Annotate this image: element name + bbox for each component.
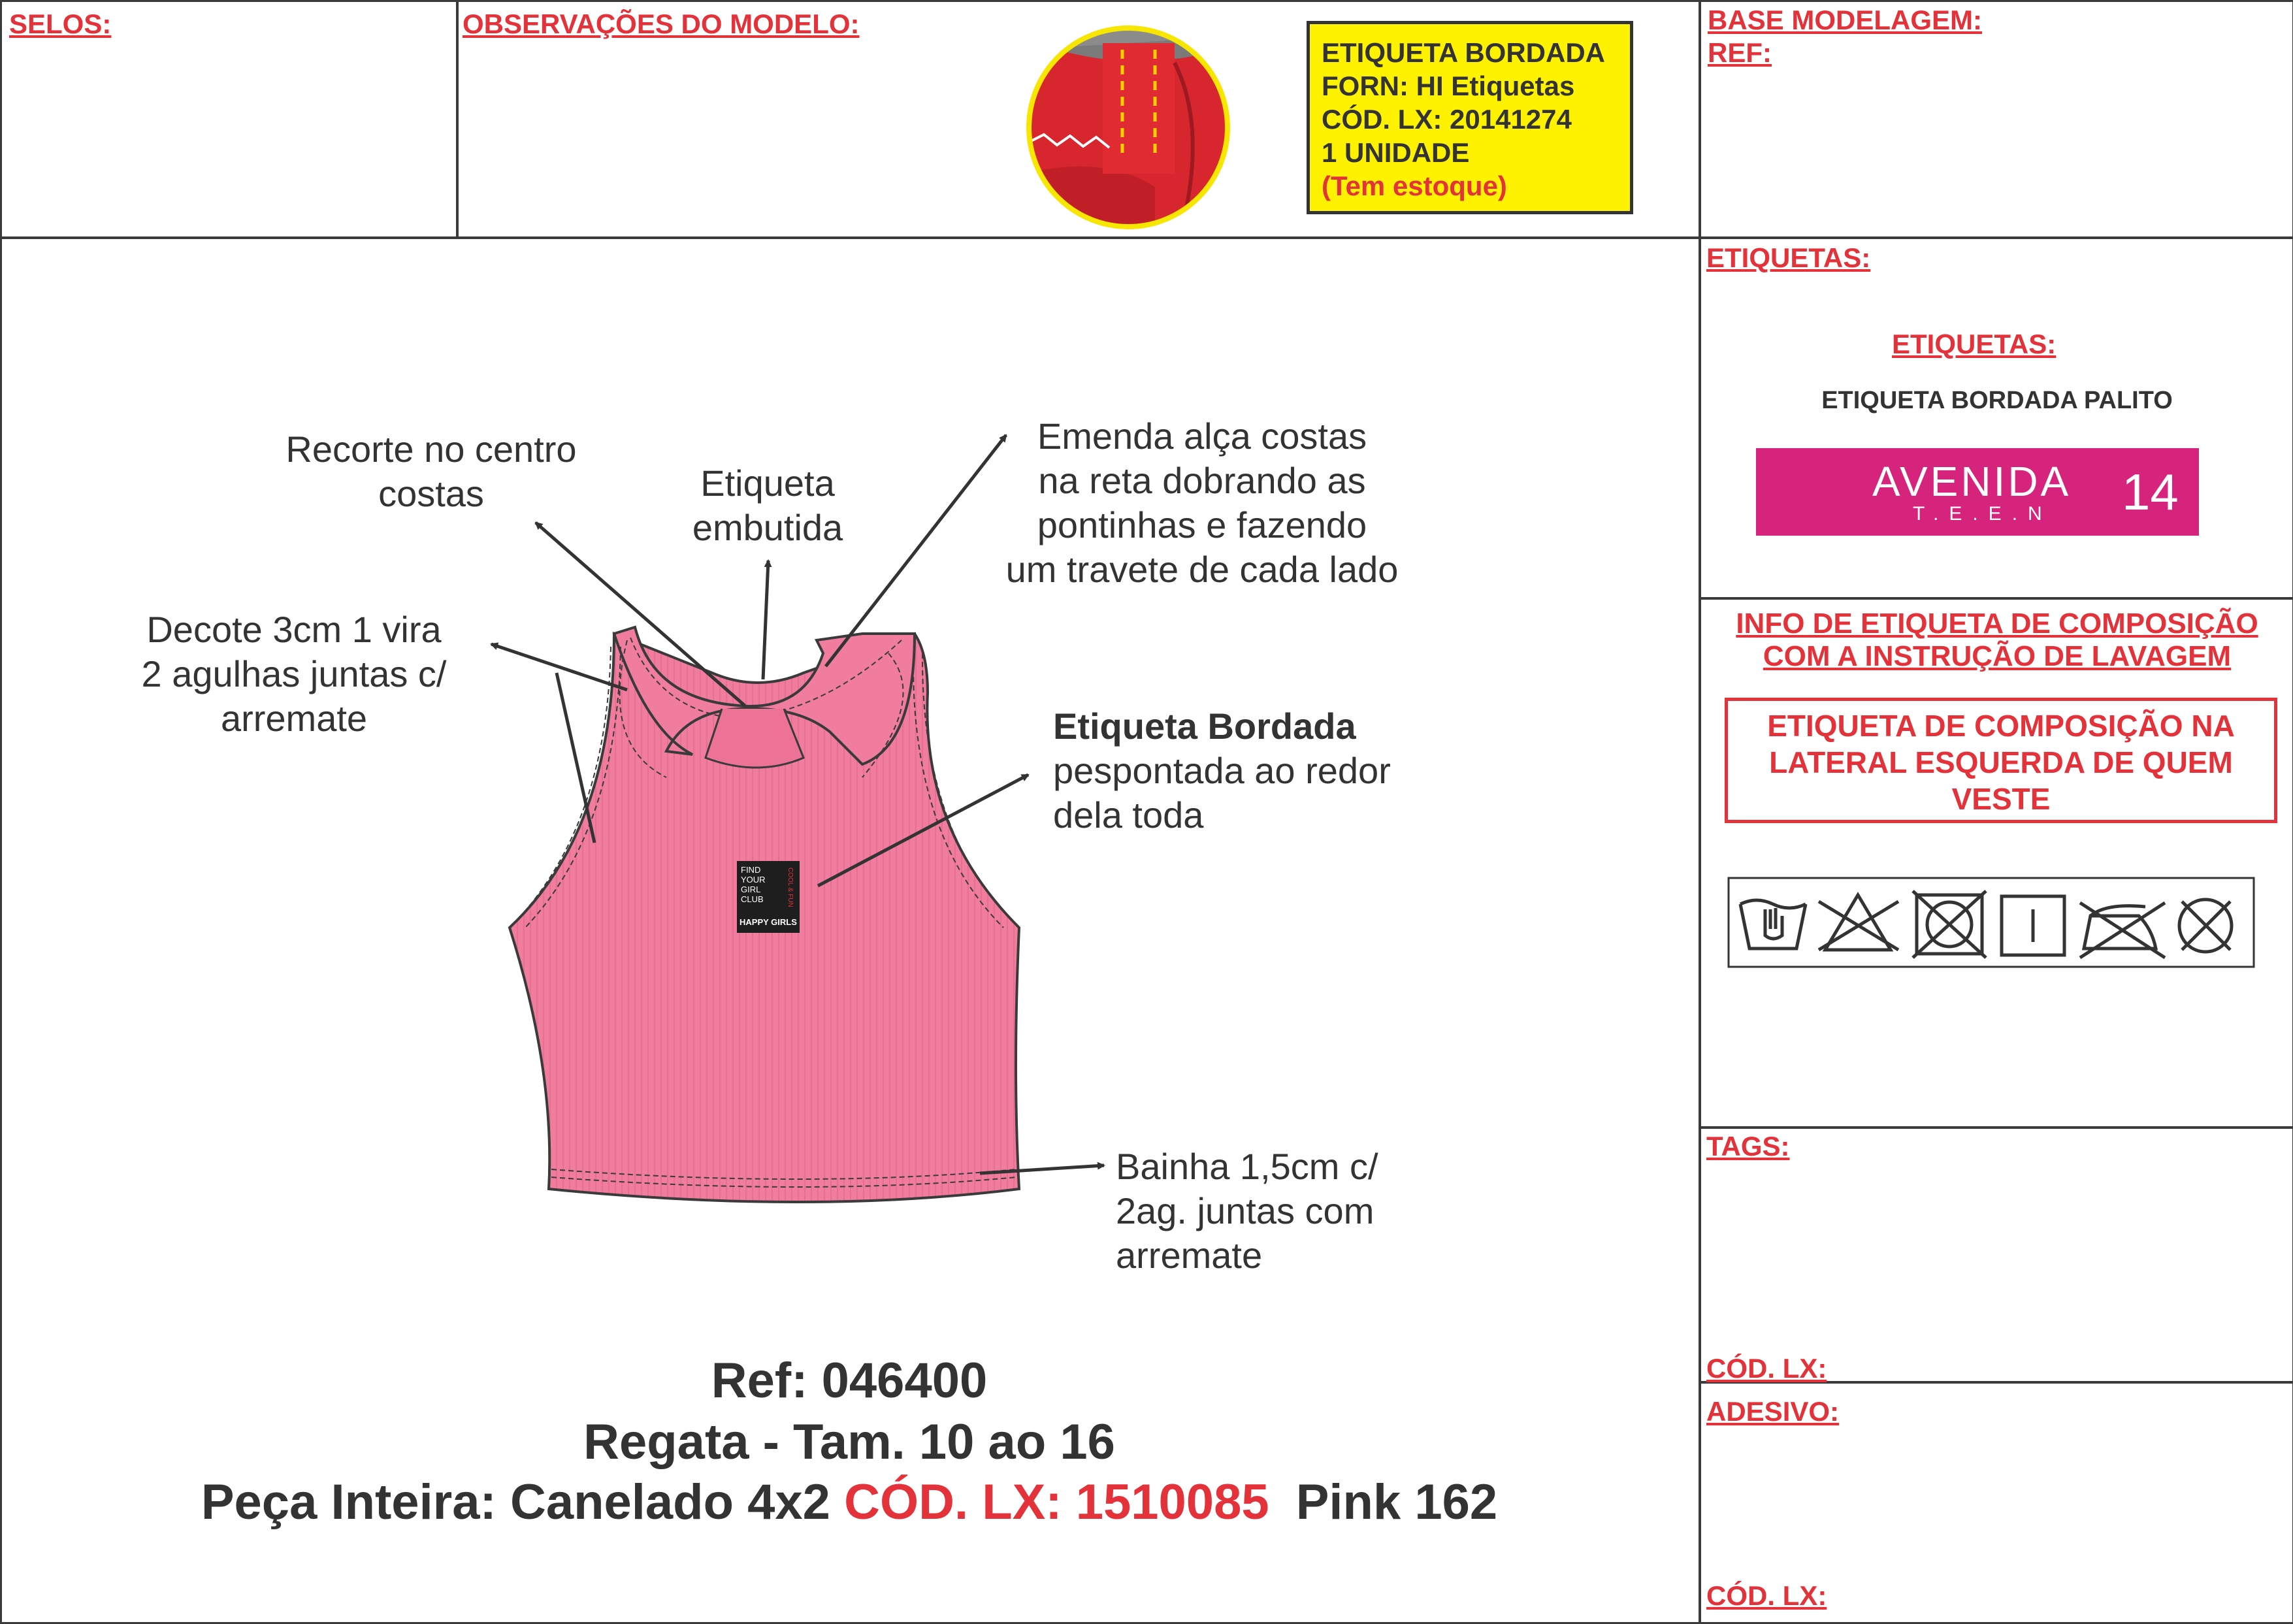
selos-header: SELOS: xyxy=(9,8,112,39)
label-line: 1 UNIDADE xyxy=(1322,137,1470,168)
divider xyxy=(1699,1126,2293,1129)
annotation-etiqueta-bordada xyxy=(1053,704,1510,837)
patch-side-text: COOL & FUN xyxy=(787,868,794,907)
brand-name: AVENIDA xyxy=(1872,458,2072,505)
product-fabric-line xyxy=(0,1474,1699,1531)
patch-bottom-text: HAPPY GIRLS xyxy=(740,917,797,927)
annotation-line: um travete de cada lado xyxy=(1005,549,1399,590)
etiquetas-subheader: ETIQUETAS: xyxy=(1892,329,2057,359)
label-stock-note: (Tem estoque) xyxy=(1322,171,1507,201)
annotation-line: Decote 3cm 1 vira xyxy=(146,609,442,650)
annotation-title: Etiqueta Bordada xyxy=(1053,706,1356,747)
annotation-line: Bainha 1,5cm c/ xyxy=(1116,1146,1378,1187)
annotation-line: Etiqueta xyxy=(700,463,835,504)
annotation-line: Recorte no centro xyxy=(285,429,577,470)
product-ref: Ref: 046400 xyxy=(711,1353,988,1408)
patch-text: YOUR xyxy=(741,875,766,885)
annotation-line: na reta dobrando as xyxy=(1038,460,1366,501)
annotation-emenda xyxy=(973,414,1431,592)
annotation-recorte xyxy=(248,427,614,516)
ref-header: REF: xyxy=(1708,37,1772,68)
brand-size: 14 xyxy=(2122,463,2179,521)
annotation-line: 2ag. juntas com xyxy=(1116,1190,1374,1231)
comp-line: LATERAL ESQUERDA DE QUEM xyxy=(1769,745,2233,779)
info-line: INFO DE ETIQUETA DE COMPOSIÇÃO xyxy=(1736,608,2258,640)
tags-header: TAGS: xyxy=(1706,1131,1790,1161)
label-line: ETIQUETA BORDADA xyxy=(1322,37,1605,68)
annotation-etiqueta-embutida xyxy=(660,461,875,550)
patch-text: CLUB xyxy=(741,894,764,904)
label-line: FORN: HI Etiquetas xyxy=(1322,71,1575,101)
product-model: Regata - Tam. 10 ao 16 xyxy=(583,1414,1115,1470)
observacoes-header: OBSERVAÇÕES DO MODELO: xyxy=(463,8,860,39)
divider xyxy=(1699,236,2293,239)
annotation-bainha xyxy=(1116,1145,1508,1278)
annotation-line: arremate xyxy=(1116,1235,1263,1276)
annotation-line: arremate xyxy=(220,698,368,739)
brand-subname: T.E.E.N xyxy=(1913,503,2053,525)
adesivo-cod-label: CÓD. LX: xyxy=(1706,1580,1827,1611)
base-modelagem-header: BASE MODELAGEM: xyxy=(1708,5,1982,35)
label-line: CÓD. LX: 20141274 xyxy=(1322,104,1572,135)
info-composicao-header xyxy=(1701,608,2293,673)
divider xyxy=(1699,0,1701,1623)
patch-text: GIRL xyxy=(741,885,761,894)
fabric-cod: CÓD. LX: 1510085 xyxy=(844,1474,1269,1530)
annotation-decote xyxy=(98,608,490,741)
annotation-line: embutida xyxy=(692,507,843,548)
annotation-line: dela toda xyxy=(1053,794,1204,836)
care-symbols xyxy=(1727,877,2255,968)
info-line: COM A INSTRUÇÃO DE LAVAGEM xyxy=(1763,640,2232,672)
annotation-line: costas xyxy=(378,473,484,514)
patch-text: FIND xyxy=(741,865,761,875)
tags-cod-label: CÓD. LX: xyxy=(1706,1353,1827,1384)
annotation-line: Emenda alça costas xyxy=(1037,415,1367,457)
brand-label xyxy=(1756,448,2199,536)
annotation-line: 2 agulhas juntas c/ xyxy=(141,653,447,694)
composition-label-note xyxy=(1725,698,2277,823)
divider xyxy=(1699,597,2293,600)
fabric-color: Pink 162 xyxy=(1295,1474,1498,1530)
annotation-line: pespontada ao redor xyxy=(1053,750,1391,791)
comp-line: ETIQUETA DE COMPOSIÇÃO NA xyxy=(1767,709,2235,743)
fabric-text: Peça Inteira: Canelado 4x2 xyxy=(201,1474,830,1530)
etiqueta-palito-label: ETIQUETA BORDADA PALITO xyxy=(1821,387,2173,414)
etiquetas-header: ETIQUETAS: xyxy=(1706,242,1871,273)
annotation-line: pontinhas e fazendo xyxy=(1037,504,1367,545)
comp-line: VESTE xyxy=(1951,782,2051,816)
adesivo-header: ADESIVO: xyxy=(1706,1396,1840,1427)
